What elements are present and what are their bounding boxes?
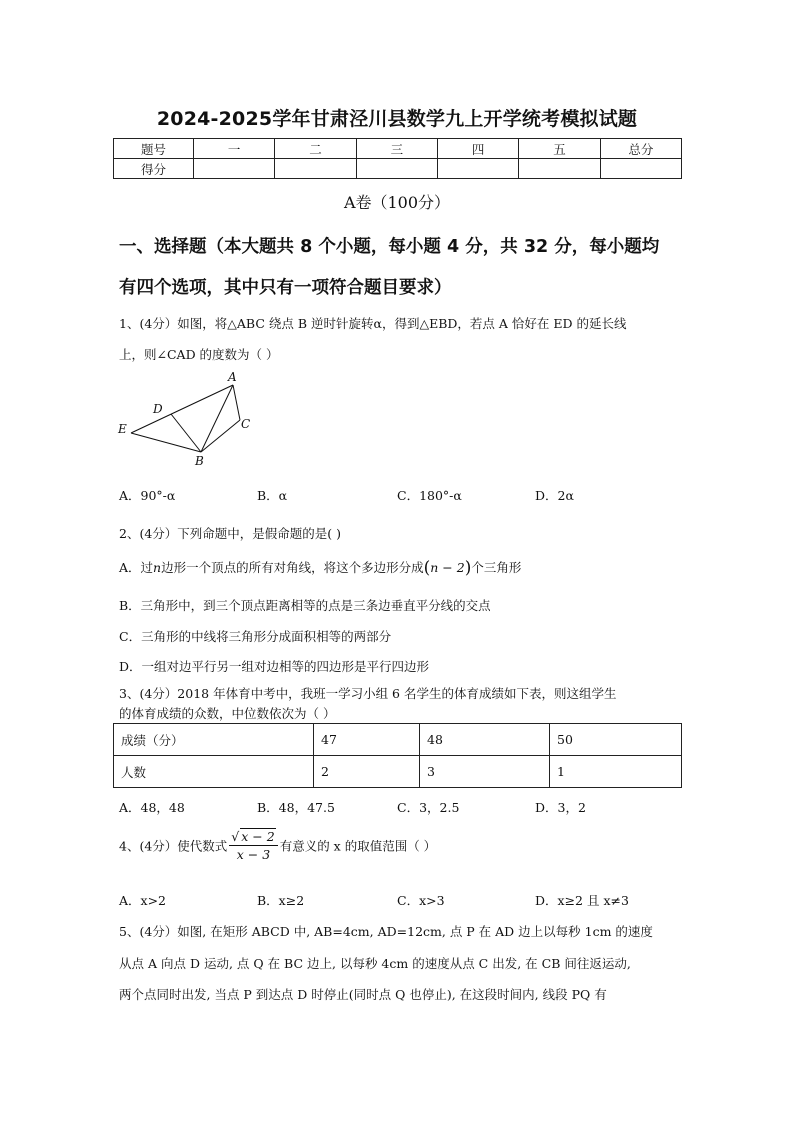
q4-denominator: x − 3 — [236, 847, 271, 862]
label-a: A — [228, 370, 237, 384]
q4-option-a[interactable]: A．x>2 — [119, 893, 167, 908]
q4-stem — [119, 829, 436, 862]
q2-stem: 2、(4分）下列命题中，是假命题的是( ) — [119, 526, 342, 541]
part1-heading-line2: 有四个选项，其中只有一项符合题目要求） — [119, 278, 452, 298]
q1-stem-line1: 1、(4分）如图，将△ABC 绕点 B 逆时针旋转α，得到△EBD，若点 A 恰好在 ED 的延长线 — [119, 316, 627, 331]
q3-cell: 人数 — [114, 756, 314, 788]
q3-cell: 1 — [550, 756, 682, 788]
q3-option-d[interactable]: D．3，2 — [535, 800, 586, 815]
score-header-cell: 总分 — [600, 139, 681, 159]
q2-option-a-post: 个三角形 — [471, 560, 522, 575]
score-header-cell: 四 — [437, 139, 518, 159]
q1-option-d[interactable]: D．2α — [535, 488, 574, 503]
q2-option-c[interactable]: C．三角形的中线将三角形分成面积相等的两部分 — [119, 629, 392, 644]
label-e: E — [118, 422, 127, 436]
q4-fraction — [229, 829, 277, 862]
score-table-header-row — [114, 139, 682, 159]
score-table — [113, 138, 682, 179]
q2-option-d[interactable]: D．一组对边平行另一组对边相等的四边形是平行四边形 — [119, 659, 430, 674]
q1-triangle-figure — [115, 368, 255, 470]
label-c: C — [241, 417, 251, 431]
q1-option-b[interactable]: B．α — [257, 488, 288, 503]
segment-ac — [233, 385, 240, 420]
score-header-cell: 二 — [275, 139, 356, 159]
q5-stem-line1: 5、(4分）如图, 在矩形 ABCD 中, AB=4cm, AD=12cm, 点 P 在 AD 边上以每秒 1cm 的速度 — [119, 924, 653, 939]
score-header-cell: 三 — [356, 139, 437, 159]
score-blank-cell[interactable] — [194, 159, 275, 179]
q5-stem-line2: 从点 A 向点 D 运动, 点 Q 在 BC 边上, 以每秒 4cm 的速度从点 C 出发, 在 CB 间往返运动, — [119, 956, 631, 971]
q3-option-c[interactable]: C．3，2.5 — [397, 800, 460, 815]
q1-option-c[interactable]: C．180°-α — [397, 488, 462, 503]
q3-option-b[interactable]: B．48，47.5 — [257, 800, 335, 815]
q2-option-a-expr: n − 2 — [430, 560, 465, 575]
q5-stem-line3: 两个点同时出发, 当点 P 到达点 D 时停止(同时点 Q 也停止), 在这段时间内, 线段 PQ 有 — [119, 987, 607, 1002]
q3-score-table — [113, 723, 682, 788]
label-d: D — [153, 402, 163, 416]
segment-cb — [201, 420, 240, 452]
q4-numerator: √ x − 2 — [229, 829, 277, 846]
segment-ea — [131, 385, 233, 433]
q3-option-a[interactable]: A．48，48 — [119, 800, 185, 815]
segment-ab — [201, 385, 233, 452]
q3-table-row — [114, 756, 682, 788]
q4-option-c[interactable]: C．x>3 — [397, 893, 445, 908]
q1-option-a[interactable]: A．90°-α — [119, 488, 176, 503]
q3-cell: 48 — [420, 724, 550, 756]
q4-stem-suffix: 有意义的 x 的取值范围（ ） — [279, 838, 437, 854]
q3-stem-line1: 3、(4分）2018 年体育中考中，我班一学习小组 6 名学生的体育成绩如下表，则这组学生 — [119, 686, 617, 701]
q3-table-row — [114, 724, 682, 756]
q3-stem-line2: 的体育成绩的众数，中位数依次为（ ） — [119, 706, 336, 721]
q3-cell: 47 — [314, 724, 420, 756]
label-b: B — [195, 454, 204, 468]
q3-cell: 2 — [314, 756, 420, 788]
score-blank-cell[interactable] — [356, 159, 437, 179]
section-a-heading: A卷（100分） — [343, 193, 451, 212]
score-table-score-row — [114, 159, 682, 179]
q1-stem-line2: 上，则∠CAD 的度数为（ ） — [119, 347, 279, 362]
q4-stem-prefix: 4、(4分）使代数式 — [119, 838, 228, 854]
q2-option-b[interactable]: B．三角形中，到三个顶点距离相等的点是三条边垂直平分线的交点 — [119, 598, 491, 613]
q2-option-a[interactable]: A．过n边形一个顶点的所有对角线，将这个多边形分成(n − 2)个三角形 — [119, 558, 522, 578]
q2-option-a-n: n — [153, 560, 162, 575]
score-blank-cell[interactable] — [437, 159, 518, 179]
q3-cell: 3 — [420, 756, 550, 788]
segment-db — [171, 414, 201, 452]
q2-option-a-prefix: A．过 — [119, 560, 154, 575]
score-header-cell: 题号 — [114, 139, 194, 159]
score-header-cell: 五 — [519, 139, 600, 159]
score-blank-cell[interactable] — [600, 159, 681, 179]
q2-option-a-mid: 边形一个顶点的所有对角线，将这个多边形分成 — [161, 560, 424, 575]
q3-cell: 50 — [550, 724, 682, 756]
exam-title: 2024-2025学年甘肃泾川县数学九上开学统考模拟试题 — [156, 108, 638, 130]
score-header-cell: 一 — [194, 139, 275, 159]
q3-cell: 成绩（分） — [114, 724, 314, 756]
q4-option-b[interactable]: B．x≥2 — [257, 893, 305, 908]
score-blank-cell[interactable] — [519, 159, 600, 179]
score-blank-cell[interactable] — [275, 159, 356, 179]
part1-heading-line1: 一、选择题（本大题共 8 个小题，每小题 4 分，共 32 分，每小题均 — [119, 237, 660, 257]
segment-eb — [131, 433, 201, 452]
score-row-label: 得分 — [114, 159, 194, 179]
q4-option-d[interactable]: D．x≥2 且 x≠3 — [535, 893, 629, 908]
